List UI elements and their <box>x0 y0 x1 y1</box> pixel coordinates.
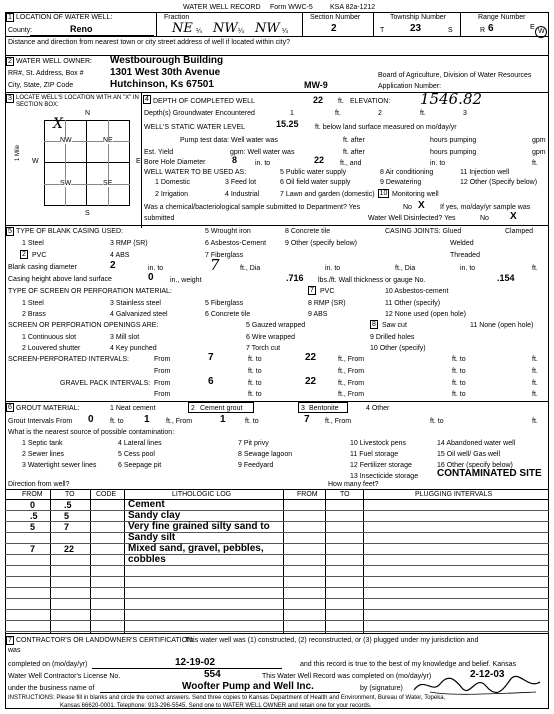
township-label: Township Number <box>390 14 447 21</box>
contaminated-site: CONTAMINATED SITE <box>437 468 542 479</box>
log-from: .5 <box>30 511 38 521</box>
owner-city: Hutchinson, Ks 67501 <box>110 79 214 90</box>
log-desc: Sandy silt <box>128 532 176 543</box>
bore-diameter: 8 <box>232 155 238 165</box>
log-desc: Sandy clay <box>128 510 181 521</box>
township-value: 23 <box>410 23 422 34</box>
gravel-from: 6 <box>208 376 214 387</box>
casing-height: 0 <box>148 272 154 283</box>
log-row-line <box>5 598 549 599</box>
fraction-q2: NW <box>255 21 280 36</box>
casing-to: 7 <box>210 256 220 274</box>
locate-label: LOCATE WELL'S LOCATION WITH AN "X" IN SECTION BOX: <box>16 95 139 108</box>
application-label: Application Number: <box>378 83 442 90</box>
fraction-q1: NW <box>213 21 238 36</box>
log-from: 7 <box>30 544 36 554</box>
log-row-line <box>5 521 549 522</box>
fraction-label: Fraction <box>164 14 190 21</box>
section-box[interactable] <box>44 120 130 206</box>
mile-label: 1 Mile <box>15 144 22 162</box>
grout-to: 1 <box>144 414 150 425</box>
form-number: Form WWC-5 <box>270 4 313 11</box>
location-label: LOCATION OF WATER WELL: <box>16 14 113 21</box>
log-to: 7 <box>64 522 70 532</box>
log-from: 5 <box>30 522 36 532</box>
range-e: E <box>530 24 535 31</box>
gravel-to: 22 <box>305 376 317 387</box>
county-label: County: <box>8 27 33 34</box>
city-label: City, State, ZIP Code <box>8 82 74 89</box>
board-label: Board of Agriculture, Division of Water Resources <box>378 72 532 79</box>
elevation-value: 1546.82 <box>420 90 483 108</box>
static-label: WELL'S STATIC WATER LEVEL <box>144 124 246 131</box>
saw-cut-selected: 8 <box>370 320 378 329</box>
instructions-1: INSTRUCTIONS: Please fill in blanks and circle the correct answers. Send three copies to Kansas Department of Health and Environment, Bureau of Water, Topeka, <box>8 695 446 701</box>
distance-label: Distance and direction from nearest town or city street address of well if located within city? <box>8 39 291 46</box>
range-value: 6 <box>488 23 494 34</box>
instructions-2: Kansas 66620-0001. Telephone: 913-296-5545. Send one to WATER WELL OWNER and retain one for your records. <box>60 703 372 709</box>
log-to: .5 <box>64 500 72 510</box>
casing-pvc-selected: 2 <box>20 250 28 259</box>
owner-name: Westbourough Building <box>110 55 224 66</box>
perf-from: 7 <box>208 352 214 363</box>
log-row-line <box>5 554 549 555</box>
log-to: 22 <box>64 544 75 554</box>
range-w: W <box>538 28 545 35</box>
form-title: WATER WELL RECORD <box>183 4 261 11</box>
log-row-line <box>5 576 549 577</box>
monitoring-well-selected: 10 <box>379 190 388 197</box>
business-name: Woofter Pump and Well Inc. <box>182 681 314 692</box>
casing-gauge: .154 <box>497 273 515 283</box>
perf-to: 22 <box>305 352 317 363</box>
log-row-line <box>5 543 549 544</box>
owner-address: 1301 West 30th Avenue <box>110 67 221 78</box>
license-number: 554 <box>204 669 221 680</box>
bore-depth: 22 <box>314 155 325 165</box>
record-date: 2-12-03 <box>470 669 505 680</box>
fraction-handwritten: NE <box>172 21 193 36</box>
owner-label: WATER WELL OWNER: <box>16 58 92 65</box>
log-row-line <box>5 565 549 566</box>
static-value: 15.25 <box>276 119 299 129</box>
depth-value: 22 <box>313 95 324 105</box>
log-row-line <box>5 532 549 533</box>
log-from: 0 <box>30 500 36 510</box>
elevation-label: ELEVATION: <box>350 98 391 105</box>
depth-label: DEPTH OF COMPLETED WELL <box>153 98 255 105</box>
log-row-line <box>5 620 549 621</box>
section-number-label: Section Number <box>310 14 361 21</box>
well-id: MW-9 <box>304 80 328 90</box>
section-1-number: 1 <box>6 13 14 22</box>
section-number-value: 2 <box>331 23 337 34</box>
range-label: Range Number <box>478 14 526 21</box>
log-row-line <box>5 609 549 610</box>
log-desc: Cement <box>128 499 165 510</box>
county-value: Reno <box>70 24 93 34</box>
chem-sample-x: X <box>418 200 425 211</box>
casing-diameter: 2 <box>110 260 116 271</box>
completed-date: 12-19-02 <box>175 657 216 668</box>
log-desc: cobbles <box>128 554 166 565</box>
log-row-line <box>5 631 549 632</box>
log-desc: Mixed sand, gravel, pebbles, <box>128 543 264 554</box>
casing-weight: .716 <box>286 273 304 283</box>
screen-pvc-selected: 7 <box>308 286 316 295</box>
log-row-line <box>5 510 549 511</box>
grout-from: 0 <box>88 414 94 425</box>
log-desc: Very fine grained silty sand to <box>128 521 270 532</box>
ksa-ref: KSA 82a-1212 <box>330 4 376 11</box>
grout-from-2: 1 <box>220 414 226 425</box>
log-row-line <box>5 587 549 588</box>
address-label: RR#, St. Address, Box # <box>8 70 84 77</box>
disinfected-x: X <box>510 211 517 222</box>
log-to: 5 <box>64 511 70 521</box>
grout-to-2: 7 <box>304 414 310 425</box>
location-x-mark: X <box>53 116 63 132</box>
